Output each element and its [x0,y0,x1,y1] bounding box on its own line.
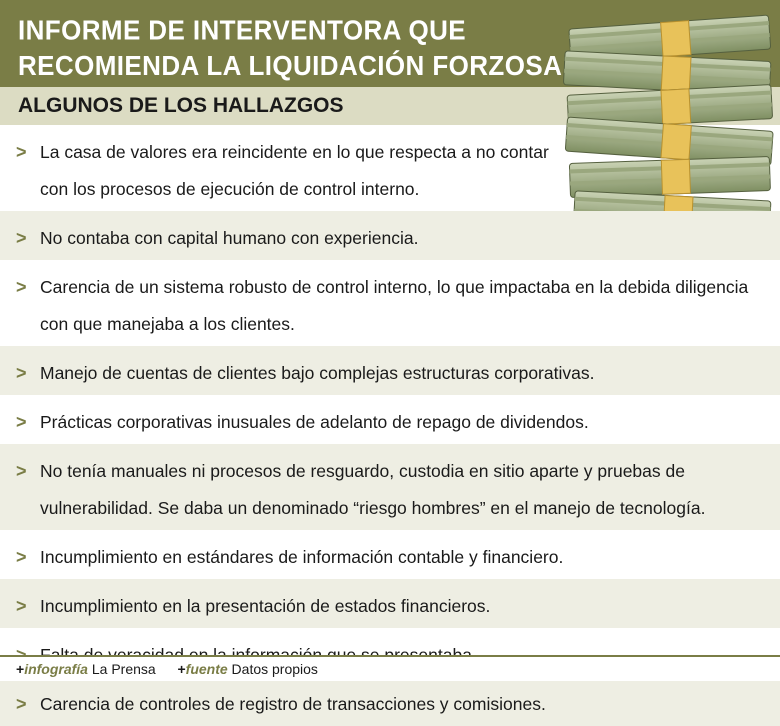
finding-text: Manejo de cuentas de clientes bajo complejas estructuras corporativas. [40,363,595,383]
chevron-right-icon: > [16,228,27,248]
infografia-label: infografía [24,661,88,677]
finding-text: La casa de valores era reincidente en lo que respecta a no contar con los procesos de ejecución de control interno. [40,142,549,199]
finding-item [0,579,780,628]
finding-text: Carencia de controles de registro de transacciones y comisiones. [40,694,546,714]
fuente-credit: Datos propios [231,661,318,677]
finding-text: Carencia de un sistema robusto de control interno, lo que impactaba en la debida diligencia con que manejaba a los clientes. [40,277,749,334]
plus-icon: + [177,661,186,677]
chevron-right-icon: > [16,596,27,616]
findings-list [0,125,780,726]
fuente-label: fuente [185,661,228,677]
finding-text: No tenía manuales ni procesos de resguardo, custodia en sitio aparte y pruebas de vulnerabilidad. Se daba un denominado “riesgo hombres” en el manejo de tecnología. [40,461,706,518]
finding-item [0,260,780,346]
chevron-right-icon: > [16,547,27,567]
chevron-right-icon: > [16,412,27,432]
finding-text: Incumplimiento en estándares de información contable y financiero. [40,547,564,567]
chevron-right-icon: > [16,142,27,162]
chevron-right-icon: > [16,363,27,383]
plus-icon: + [16,661,25,677]
finding-text: No contaba con capital humano con experiencia. [40,228,419,248]
finding-item [0,125,780,211]
infographic-title [18,12,562,83]
finding-text: Prácticas corporativas inusuales de adelanto de repago de dividendos. [40,412,589,432]
chevron-right-icon: > [16,694,27,714]
finding-item [0,444,780,530]
finding-item [0,530,780,579]
infografia-credit: La Prensa [91,661,156,677]
section-subtitle: ALGUNOS DE LOS HALLAZGOS [18,94,344,117]
chevron-right-icon: > [16,461,27,481]
finding-item [0,395,780,444]
title-line-2: RECOMIENDA LA LIQUIDACIÓN FORZOSA [18,49,563,82]
finding-item [0,346,780,395]
finding-item [0,211,780,260]
finding-item [0,677,780,726]
finding-text: Incumplimiento en la presentación de estados financieros. [40,596,491,616]
chevron-right-icon: > [16,277,27,297]
title-line-1: INFORME DE INTERVENTORA QUE [18,14,467,46]
credits-footer [0,655,780,681]
